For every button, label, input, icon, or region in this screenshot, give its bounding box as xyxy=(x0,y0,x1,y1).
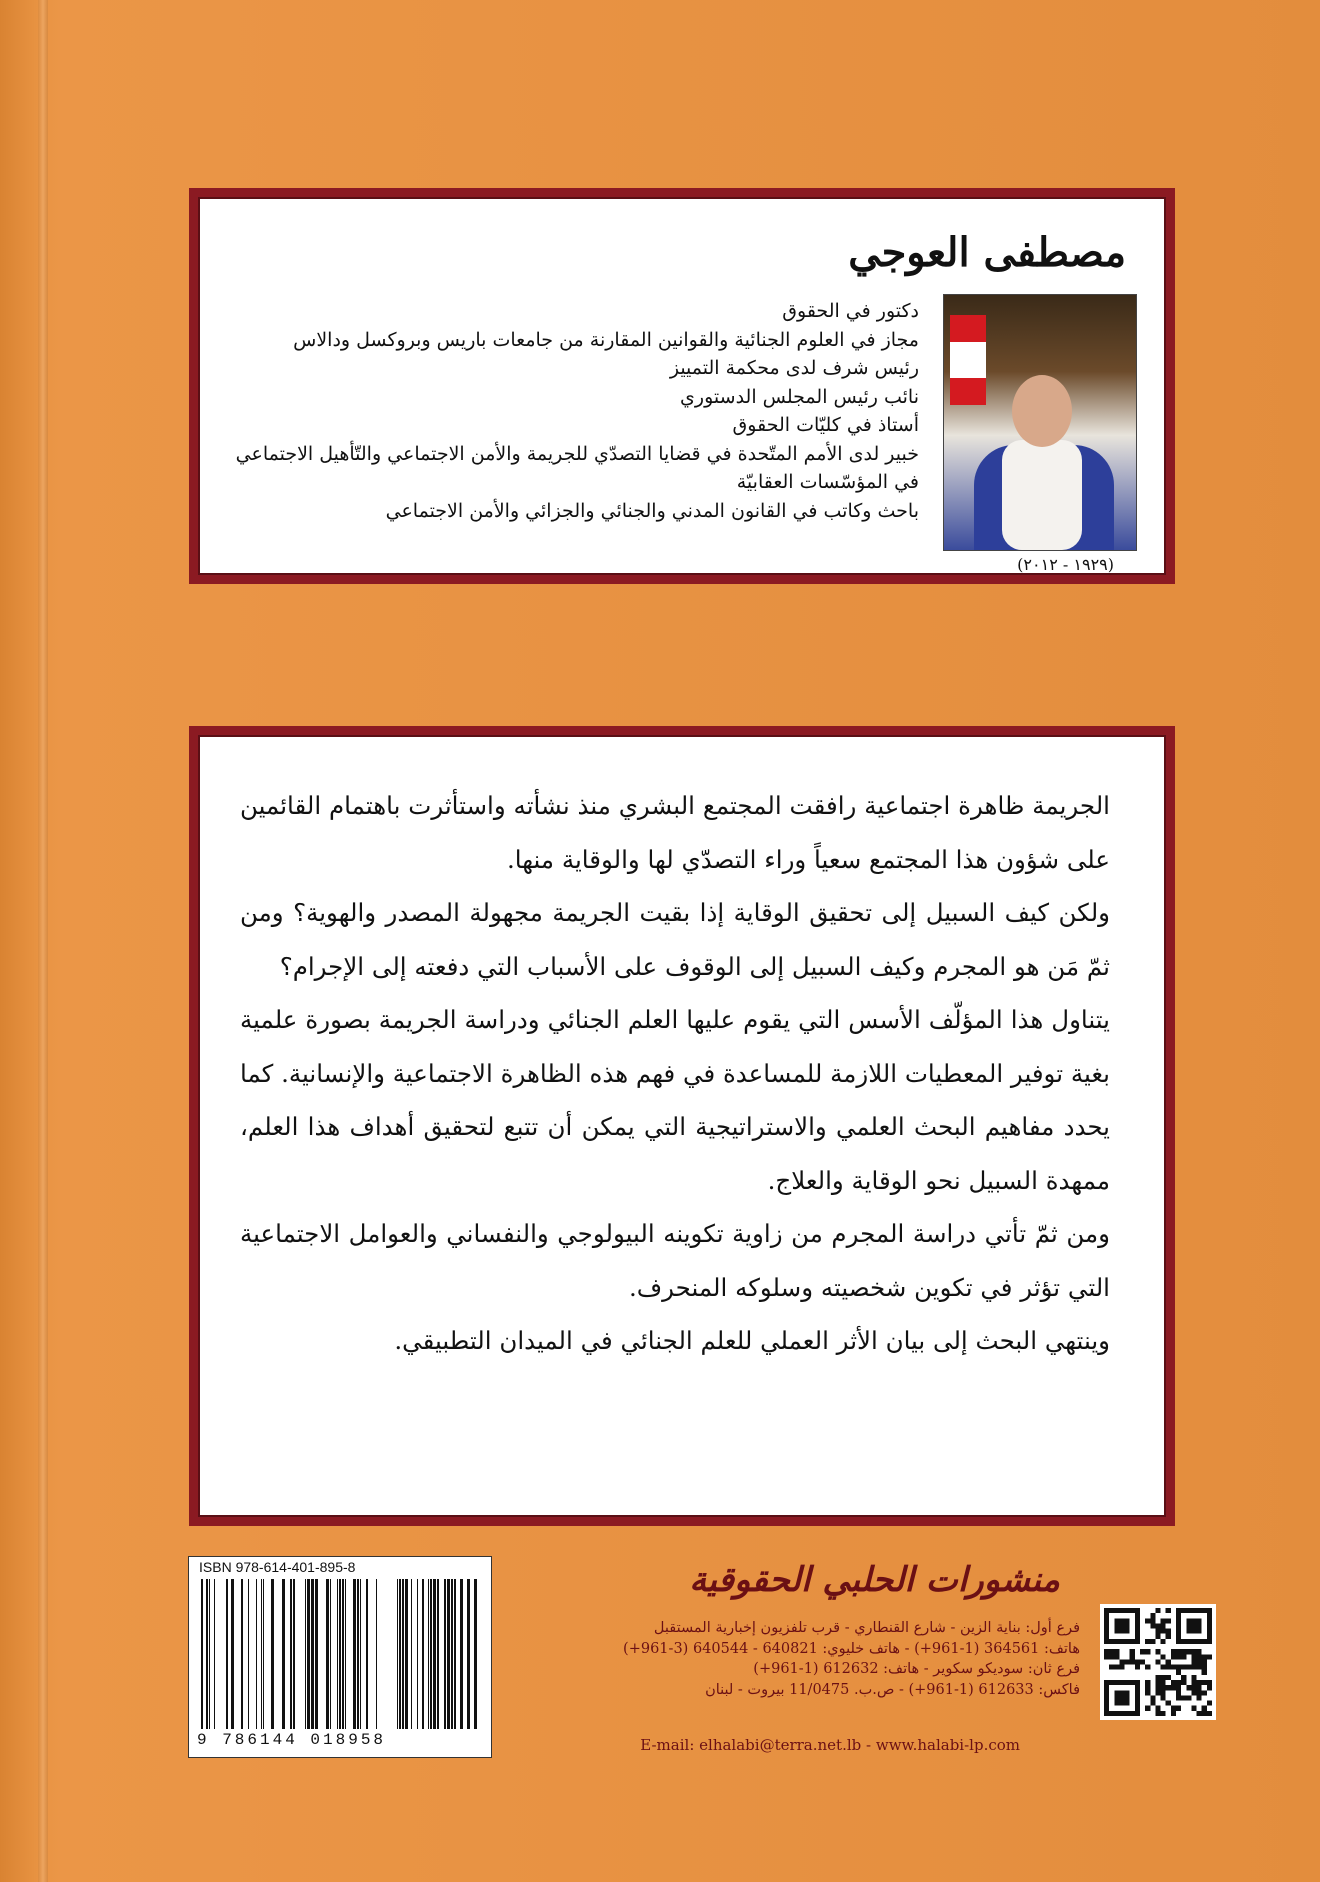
qr-module xyxy=(1155,1659,1160,1664)
publisher-logo: منشورات الحلبي الحقوقية xyxy=(689,1560,1060,1600)
qr-module xyxy=(1207,1701,1212,1706)
qr-module xyxy=(1166,1665,1171,1670)
barcode xyxy=(188,1556,492,1758)
qr-module xyxy=(1155,1685,1160,1690)
qr-module xyxy=(1161,1639,1166,1644)
qr-code xyxy=(1100,1604,1216,1720)
qr-module xyxy=(1191,1654,1196,1659)
qr-module xyxy=(1155,1680,1160,1685)
barcode-bar xyxy=(417,1579,418,1729)
barcode-bar xyxy=(437,1579,439,1729)
barcode-bar xyxy=(271,1579,274,1729)
qr-module xyxy=(1171,1654,1176,1659)
author-photo xyxy=(943,294,1137,551)
author-bio xyxy=(235,297,919,525)
barcode-bar xyxy=(315,1579,318,1729)
qr-module xyxy=(1166,1634,1171,1639)
qr-module xyxy=(1176,1680,1181,1685)
barcode-bar xyxy=(337,1579,338,1729)
qr-module xyxy=(1191,1649,1196,1654)
qr-module xyxy=(1186,1665,1191,1670)
qr-module xyxy=(1114,1654,1119,1659)
qr-module xyxy=(1145,1690,1150,1695)
publisher-line: فرع ثان: سوديكو سكوير - هاتف: 612632 (1-961+) xyxy=(753,1661,1080,1677)
qr-module xyxy=(1166,1675,1171,1680)
author-bio-line: خبير لدى الأمم المتّحدة في قضايا التصدّي للجريمة والأمن الاجتماعي والتّأهيل الاجتماعي xyxy=(235,442,919,465)
qr-module xyxy=(1150,1639,1155,1644)
qr-module xyxy=(1155,1675,1160,1680)
qr-module xyxy=(1155,1629,1160,1634)
qr-module xyxy=(1181,1680,1186,1685)
qr-module xyxy=(1171,1685,1176,1690)
barcode-bar xyxy=(366,1579,368,1729)
qr-module xyxy=(1191,1675,1196,1680)
qr-module xyxy=(1202,1670,1207,1675)
qr-module xyxy=(1191,1665,1196,1670)
qr-module xyxy=(1135,1659,1140,1664)
qr-module xyxy=(1191,1659,1196,1664)
qr-module xyxy=(1114,1690,1129,1705)
barcode-bar xyxy=(397,1579,398,1729)
qr-module xyxy=(1166,1659,1171,1664)
barcode-bar xyxy=(467,1579,470,1729)
qr-module xyxy=(1109,1649,1114,1654)
publisher-address xyxy=(500,1618,1080,1700)
qr-module xyxy=(1155,1623,1160,1628)
qr-module xyxy=(1161,1690,1166,1695)
qr-module xyxy=(1150,1618,1155,1623)
qr-module xyxy=(1176,1649,1181,1654)
barcode-bar xyxy=(261,1579,262,1729)
author-bio-line: أستاذ في كليّات الحقوق xyxy=(732,414,919,436)
barcode-bar xyxy=(241,1579,243,1729)
publisher-line: هاتف: 364561 (1-961+) - هاتف خليوي: 640821 - 640544 (3-961+) xyxy=(623,1640,1080,1657)
qr-module xyxy=(1171,1706,1176,1711)
barcode-bar xyxy=(311,1579,314,1729)
author-bio-line: مجاز في العلوم الجنائية والقوانين المقارنة من جامعات باريس وبروكسل ودالاس xyxy=(293,328,919,351)
author-box-inner xyxy=(198,197,1166,575)
publisher-line: فرع أول: بناية الزين - شارع القنطاري - قرب تلفزيون إخبارية المستقبل xyxy=(653,1620,1080,1636)
barcode-bar xyxy=(422,1579,424,1729)
qr-module xyxy=(1130,1649,1135,1654)
qr-module xyxy=(1171,1711,1176,1716)
description-paragraph: الجريمة ظاهرة اجتماعية رافقت المجتمع البشري منذ نشأته واستأثرت باهتمام القائمين على شؤون هذا المجتمع سعياً وراء التصدّي لها والوقاية منها. xyxy=(240,791,1110,874)
qr-module xyxy=(1145,1665,1150,1670)
qr-module xyxy=(1145,1706,1150,1711)
barcode-bar xyxy=(451,1579,453,1729)
barcode-bar xyxy=(307,1579,310,1729)
qr-module xyxy=(1145,1639,1150,1644)
qr-module xyxy=(1155,1706,1160,1711)
qr-module xyxy=(1191,1706,1196,1711)
qr-module xyxy=(1161,1629,1166,1634)
barcode-bar xyxy=(454,1579,456,1729)
author-bio-line: في المؤسّسات العقابيّة xyxy=(736,471,919,493)
qr-module xyxy=(1197,1649,1202,1654)
qr-module xyxy=(1197,1695,1202,1700)
barcode-bar xyxy=(206,1579,208,1729)
author-bio-line: رئيس شرف لدى محكمة التمييز xyxy=(669,357,919,379)
qr-module xyxy=(1202,1654,1207,1659)
barcode-bar xyxy=(428,1579,429,1729)
barcode-bar xyxy=(402,1579,404,1729)
lebanese-flag xyxy=(950,315,986,405)
author-box xyxy=(189,188,1175,584)
qr-module xyxy=(1181,1649,1186,1654)
barcode-bar xyxy=(293,1579,295,1729)
qr-module xyxy=(1161,1675,1166,1680)
qr-module xyxy=(1150,1701,1155,1706)
barcode-bar xyxy=(360,1579,361,1729)
qr-module xyxy=(1176,1695,1181,1700)
description-box-inner xyxy=(198,735,1166,1517)
description-paragraph: ومن ثمّ تأتي دراسة المجرم من زاوية تكوينه البيولوجي والنفساني والعوامل الاجتماعية التي تؤثر في تكوين شخصيته وسلوكه المنحرف. xyxy=(240,1219,1110,1302)
qr-module xyxy=(1104,1649,1109,1654)
barcode-bar xyxy=(474,1579,477,1729)
barcode-bar xyxy=(256,1579,257,1729)
qr-module xyxy=(1186,1685,1191,1690)
qr-module xyxy=(1130,1659,1135,1664)
qr-module xyxy=(1166,1608,1171,1613)
qr-module xyxy=(1202,1665,1207,1670)
qr-module xyxy=(1166,1701,1171,1706)
barcode-bar xyxy=(339,1579,341,1729)
qr-module xyxy=(1135,1665,1140,1670)
barcode-bar xyxy=(345,1579,346,1729)
qr-module xyxy=(1181,1654,1186,1659)
qr-module xyxy=(1202,1659,1207,1664)
qr-module xyxy=(1186,1695,1191,1700)
author-bio-line: باحث وكاتب في القانون المدني والجنائي والجزائي والأمن الاجتماعي xyxy=(385,499,919,522)
qr-module xyxy=(1140,1659,1145,1664)
qr-module xyxy=(1176,1654,1181,1659)
qr-module xyxy=(1171,1680,1176,1685)
qr-module xyxy=(1145,1685,1150,1690)
qr-module xyxy=(1197,1711,1202,1716)
barcode-bar xyxy=(447,1579,450,1729)
qr-module xyxy=(1145,1649,1150,1654)
description-paragraph: وينتهي البحث إلى بيان الأثر العملي للعلم الجنائي في الميدان التطبيقي. xyxy=(394,1326,1110,1355)
qr-module xyxy=(1197,1685,1202,1690)
barcode-bar xyxy=(376,1579,377,1729)
barcode-bar xyxy=(444,1579,446,1729)
barcode-bar xyxy=(231,1579,234,1729)
qr-module xyxy=(1114,1665,1119,1670)
qr-module xyxy=(1161,1711,1166,1716)
qr-module xyxy=(1114,1649,1119,1654)
author-bio-line: نائب رئيس المجلس الدستوري xyxy=(680,385,919,408)
barcode-bar xyxy=(330,1579,331,1729)
qr-module xyxy=(1155,1649,1160,1654)
publisher-email: E-mail: elhalabi@terra.net.lb - www.halabi-lp.com xyxy=(640,1736,1020,1754)
qr-module xyxy=(1114,1618,1129,1633)
description-paragraph: يتناول هذا المؤلّف الأسس التي يقوم عليها العلم الجنائي ودراسة الجريمة بصورة علمية بغية توفير المعطيات اللازمة للمساعدة في فهم هذه الظاهرة الاجتماعية والإنسانية. كما يحدد مفاهيم البحث العلمي والاستراتيجية التي يمكن أن تتبع لتحقيق أهداف هذا العلم، ممهدة السبيل نحو الوقاية والعلاج. xyxy=(239,1005,1110,1195)
description-box xyxy=(189,726,1175,1526)
barcode-bar xyxy=(290,1579,292,1729)
isbn-label: ISBN 978-614-401-895-8 xyxy=(199,1559,356,1575)
qr-module xyxy=(1197,1659,1202,1664)
qr-module xyxy=(1119,1659,1124,1664)
qr-module xyxy=(1130,1654,1135,1659)
qr-module xyxy=(1161,1618,1166,1623)
barcode-bar xyxy=(214,1579,215,1729)
barcode-bar xyxy=(399,1579,401,1729)
robe-fur xyxy=(1002,440,1082,550)
qr-module xyxy=(1155,1711,1160,1716)
qr-module xyxy=(1197,1665,1202,1670)
qr-module xyxy=(1176,1670,1181,1675)
qr-module xyxy=(1161,1665,1166,1670)
barcode-bar xyxy=(357,1579,359,1729)
barcode-bar xyxy=(342,1579,344,1729)
qr-module xyxy=(1197,1654,1202,1659)
barcode-bar xyxy=(430,1579,432,1729)
qr-module xyxy=(1109,1654,1114,1659)
qr-module xyxy=(1150,1695,1155,1700)
qr-module xyxy=(1155,1690,1160,1695)
barcode-bar xyxy=(460,1579,463,1729)
author-years: (١٩٢٩ - ٢٠١٢) xyxy=(1017,555,1114,574)
barcode-bar xyxy=(263,1579,264,1729)
qr-module xyxy=(1109,1665,1114,1670)
publisher-line: فاكس: 612633 (1-961+) - ص.ب. 11/0475 بيروت - لبنان xyxy=(705,1681,1080,1698)
qr-module xyxy=(1176,1665,1181,1670)
barcode-bar xyxy=(326,1579,329,1729)
qr-module xyxy=(1166,1629,1171,1634)
qr-module xyxy=(1125,1659,1130,1664)
barcode-bar xyxy=(201,1579,203,1729)
barcode-bars xyxy=(201,1579,479,1729)
qr-module xyxy=(1166,1618,1171,1623)
qr-module xyxy=(1202,1711,1207,1716)
description-text xyxy=(240,779,1110,1368)
qr-module xyxy=(1191,1685,1196,1690)
barcode-bar xyxy=(209,1579,210,1729)
qr-module xyxy=(1186,1649,1191,1654)
qr-module xyxy=(1171,1665,1176,1670)
spine-edge xyxy=(38,0,48,1882)
qr-module xyxy=(1161,1685,1166,1690)
qr-module xyxy=(1161,1654,1166,1659)
qr-module xyxy=(1207,1680,1212,1685)
barcode-bar xyxy=(405,1579,408,1729)
qr-module xyxy=(1145,1680,1150,1685)
author-bio-line: دكتور في الحقوق xyxy=(782,300,919,322)
qr-module xyxy=(1145,1618,1150,1623)
qr-module xyxy=(1207,1654,1212,1659)
qr-module xyxy=(1207,1711,1212,1716)
qr-module xyxy=(1150,1613,1155,1618)
barcode-digits: 9 786144 018958 xyxy=(197,1731,387,1749)
qr-module xyxy=(1140,1649,1145,1654)
qr-module xyxy=(1171,1649,1176,1654)
qr-module xyxy=(1197,1690,1202,1695)
qr-module xyxy=(1176,1690,1181,1695)
qr-module xyxy=(1155,1608,1160,1613)
author-name: مصطفى العوجي xyxy=(848,229,1126,276)
qr-module xyxy=(1191,1680,1196,1685)
barcode-bar xyxy=(248,1579,249,1729)
qr-module xyxy=(1181,1675,1186,1680)
barcode-bar xyxy=(353,1579,356,1729)
qr-module xyxy=(1161,1680,1166,1685)
qr-module xyxy=(1104,1654,1109,1659)
qr-module xyxy=(1150,1623,1155,1628)
author-face xyxy=(1012,375,1072,447)
qr-module xyxy=(1119,1665,1124,1670)
qr-module xyxy=(1202,1706,1207,1711)
qr-module xyxy=(1202,1680,1207,1685)
qr-module xyxy=(1186,1618,1201,1633)
qr-module xyxy=(1155,1634,1160,1639)
qr-module xyxy=(1191,1690,1196,1695)
barcode-bar xyxy=(282,1579,285,1729)
qr-module xyxy=(1176,1685,1181,1690)
qr-module xyxy=(1197,1680,1202,1685)
qr-module xyxy=(1166,1685,1171,1690)
qr-module xyxy=(1202,1690,1207,1695)
qr-module xyxy=(1161,1695,1166,1700)
publisher-info xyxy=(500,1560,1080,1760)
qr-module xyxy=(1161,1623,1166,1628)
barcode-bar xyxy=(411,1579,412,1729)
barcode-bar xyxy=(433,1579,436,1729)
qr-module xyxy=(1176,1706,1181,1711)
qr-module xyxy=(1181,1665,1186,1670)
qr-module xyxy=(1181,1695,1186,1700)
barcode-bar xyxy=(226,1579,228,1729)
barcode-bar xyxy=(305,1579,306,1729)
description-paragraph: ولكن كيف السبيل إلى تحقيق الوقاية إذا بقيت الجريمة مجهولة المصدر والهوية؟ ومن ثمّ مَن هو المجرم وكيف السبيل إلى الوقوف على الأسباب التي دفعته إلى الإجرام؟ xyxy=(240,898,1110,981)
qr-module xyxy=(1207,1685,1212,1690)
